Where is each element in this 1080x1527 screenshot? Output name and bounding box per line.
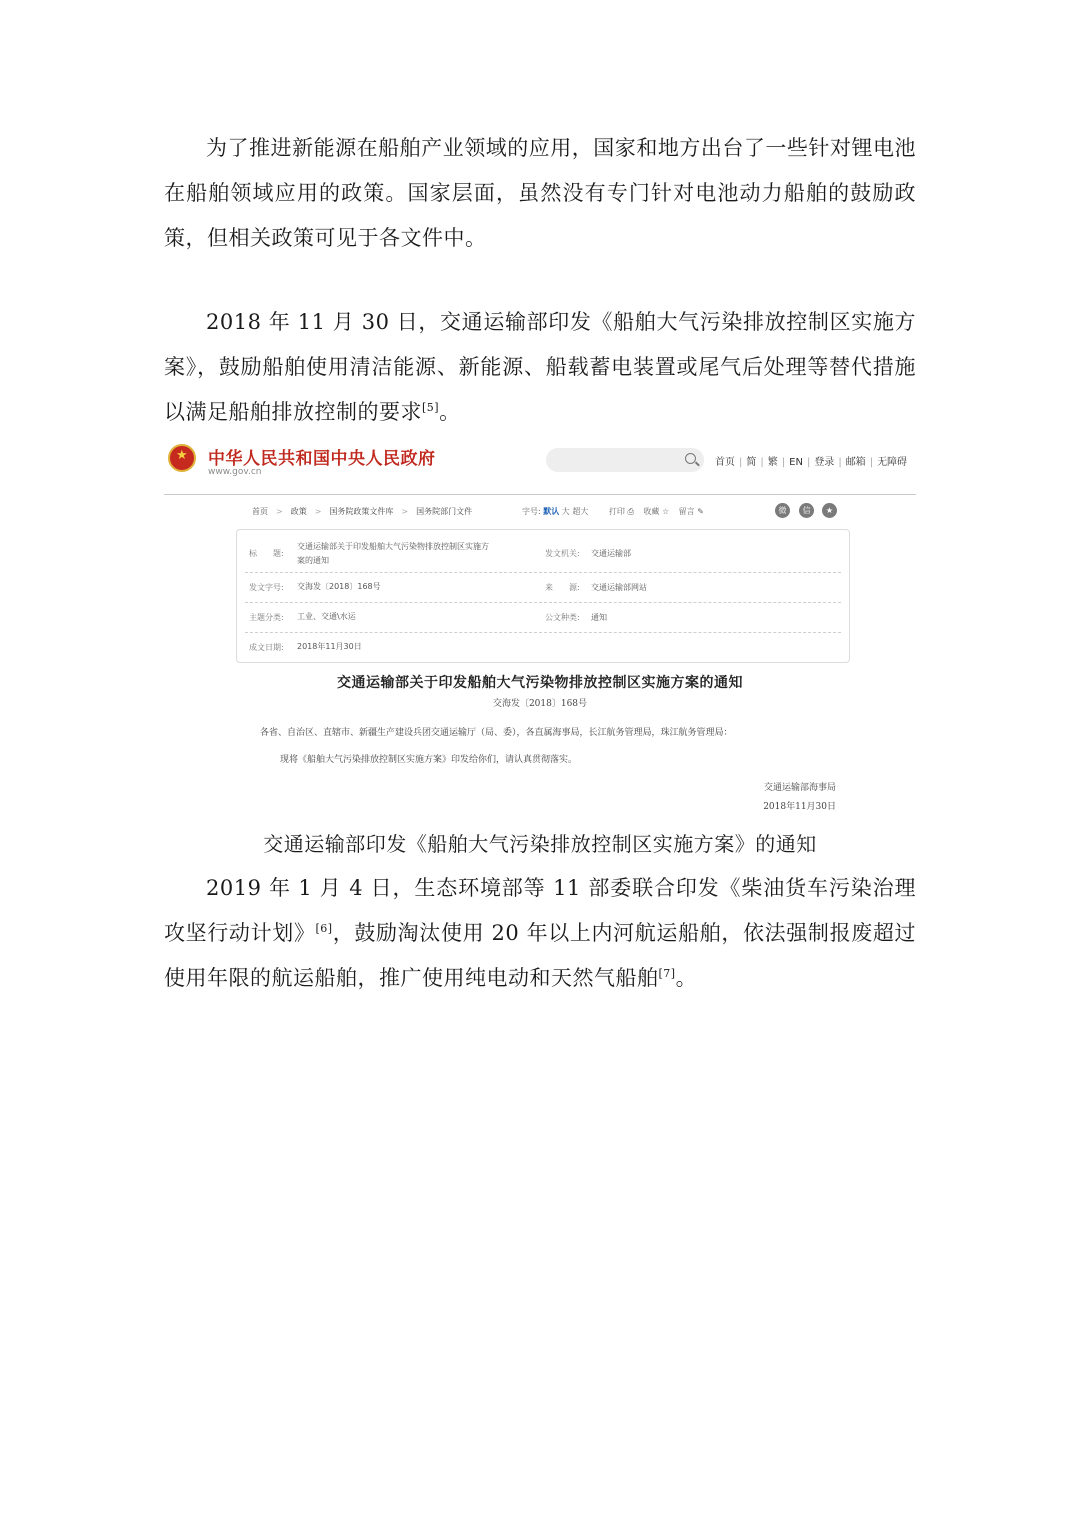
issuer-value: 交通运输部	[591, 549, 631, 558]
font-large-button[interactable]: 大	[561, 507, 570, 516]
docno-value: 交海发〔2018〕168号	[297, 582, 381, 591]
font-size-label: 字号:	[522, 507, 541, 516]
search-icon[interactable]	[685, 453, 696, 464]
font-xlarge-button[interactable]: 超大	[572, 507, 589, 516]
meta-row-title	[245, 536, 841, 573]
type-label: 公文种类:	[545, 613, 580, 622]
reference-6[interactable]: [6]	[315, 922, 333, 935]
document-body: 现将《船舶大气污染排放控制区实施方案》印发给你们，请认真贯彻落实。	[280, 755, 578, 765]
issuer-label: 发文机关:	[545, 549, 580, 558]
title-label: 标 题:	[249, 549, 284, 558]
paragraph-2	[164, 300, 916, 435]
font-default-button[interactable]: 默认	[543, 507, 560, 516]
site-header	[164, 432, 916, 495]
date-label: 成文日期:	[249, 643, 284, 652]
paragraph-2-end: 。	[439, 400, 461, 424]
date-value: 2018年11月30日	[297, 642, 362, 651]
gov-site-screenshot	[164, 432, 916, 820]
site-url: www.gov.cn	[208, 467, 262, 477]
paragraph-1-text: 为了推进新能源在船舶产业领域的应用，国家和地方出台了一些针对锂电池在船舶领域应用的政策。国家层面，虽然没有专门针对电池动力船舶的鼓励政策，但相关政策可见于各文件中。	[164, 136, 916, 250]
docno-label: 发文字号:	[249, 583, 284, 592]
topic-label: 主题分类:	[249, 613, 284, 622]
type-value: 通知	[591, 613, 607, 622]
figure-caption: 交通运输部印发《船舶大气污染排放控制区实施方案》的通知	[263, 832, 817, 856]
document-number: 交海发〔2018〕168号	[492, 699, 588, 709]
breadcrumb: 首页 > 政策 > 国务院政策文件库 > 国务院部门文件	[252, 507, 473, 516]
reading-tools	[522, 506, 704, 517]
breadcrumb-policy[interactable]: 政策	[290, 507, 307, 516]
title-value: 交通运输部关于印发船舶大气污染物排放控制区实施方案的通知	[297, 542, 489, 565]
national-emblem-icon	[168, 444, 196, 472]
source-label: 来 源:	[545, 583, 580, 592]
document-signer: 交通运输部海事局	[763, 783, 836, 793]
print-button[interactable]: 打印	[608, 507, 625, 516]
top-nav: 首页 | 简 | 繁 | EN | 登录 | 邮箱 | 无障碍	[715, 453, 916, 468]
pencil-icon: ✎	[697, 507, 704, 516]
breadcrumb-policy-library[interactable]: 国务院政策文件库	[329, 507, 394, 516]
meta-row-date	[245, 632, 841, 660]
paragraph-3	[164, 866, 916, 1001]
nav-home[interactable]: 首页	[715, 457, 735, 468]
star-icon: ☆	[661, 507, 670, 516]
breadcrumb-home[interactable]: 首页	[252, 507, 268, 516]
nav-login[interactable]: 登录	[814, 457, 835, 468]
print-icon: ⎙	[627, 507, 634, 516]
paragraph-3-text-b: ，鼓励淘汰使用 20 年以上内河航运船舶，依法强制报废超过使用年限的航运船舶，推广使用纯电动和天然气船舶	[164, 921, 916, 990]
source-value: 交通运输部网站	[591, 583, 647, 592]
reference-5[interactable]: [5]	[422, 401, 440, 414]
paragraph-2-text: 2018 年 11 月 30 日，交通运输部印发《船舶大气污染排放控制区实施方案》，鼓励船舶使用清洁能源、新能源、船载蓄电装置或尾气后处理等替代措施以满足船舶排放控制的要求	[164, 310, 916, 424]
breadcrumb-dept-docs[interactable]: 国务院部门文件	[416, 507, 473, 516]
nav-mail[interactable]: 邮箱	[845, 457, 866, 468]
topic-value: 工业、交通\水运	[297, 612, 356, 621]
weibo-icon[interactable]: 微	[775, 503, 790, 518]
favorite-button[interactable]: 收藏	[643, 507, 660, 516]
paragraph-3-text-a: 2019 年 1 月 4 日，生态环境部等 11 部委联合印发《柴油货车污染治理攻坚行动计划》	[164, 876, 916, 945]
qzone-icon[interactable]: ★	[822, 503, 837, 518]
search-input[interactable]	[546, 448, 704, 472]
comment-button[interactable]: 留言	[678, 507, 695, 516]
document-date: 2018年11月30日	[763, 802, 836, 812]
nav-english[interactable]: EN	[789, 457, 803, 468]
document-recipients: 各省、自治区、直辖市、新疆生产建设兵团交通运输厅（局、委），各直属海事局，长江航务管理局，珠江航务管理局：	[260, 728, 733, 738]
site-title[interactable]: 中华人民共和国中央人民政府	[208, 449, 436, 469]
paragraph-1	[164, 126, 916, 261]
paragraph-3-end: 。	[675, 966, 698, 990]
nav-accessibility[interactable]: 无障碍	[877, 457, 908, 468]
document-title: 交通运输部关于印发船舶大气污染物排放控制区实施方案的通知	[337, 675, 743, 691]
document-metadata	[236, 529, 850, 663]
meta-row-docno	[245, 572, 841, 603]
meta-row-topic	[245, 602, 841, 633]
nav-simplified[interactable]: 简	[746, 457, 757, 468]
nav-traditional[interactable]: 繁	[767, 457, 778, 468]
reference-7[interactable]: [7]	[658, 967, 676, 980]
wechat-icon[interactable]: 信	[799, 503, 814, 518]
